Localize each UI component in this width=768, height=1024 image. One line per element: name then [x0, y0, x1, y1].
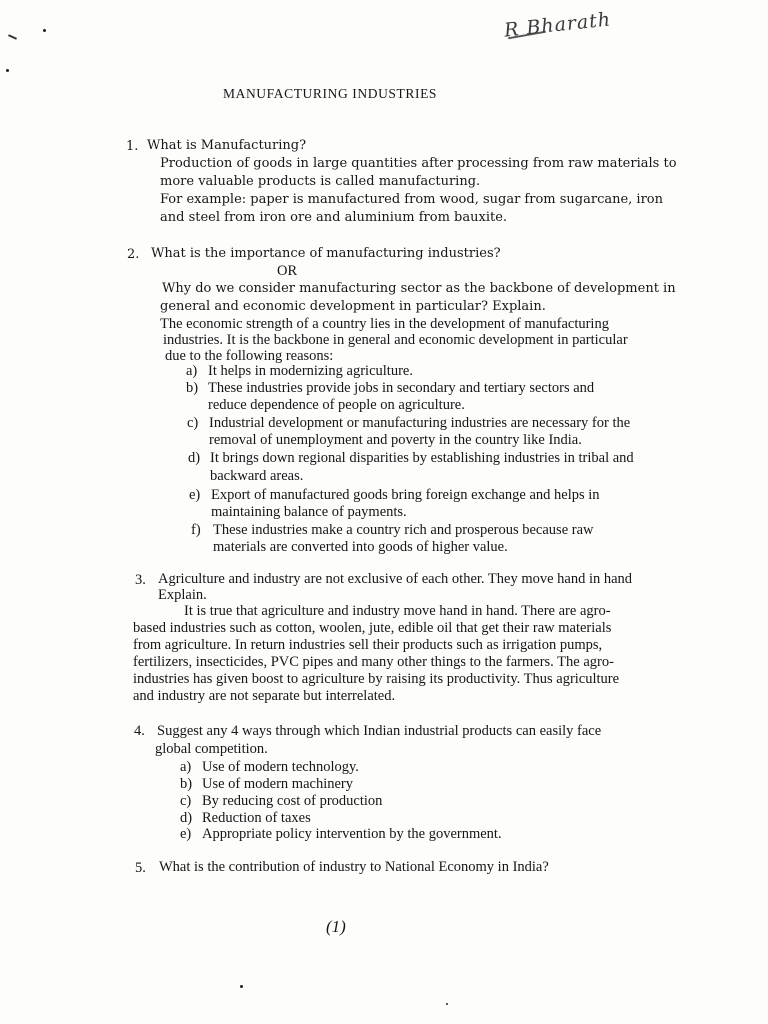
point-text: It helps in modernizing agriculture. — [208, 363, 413, 379]
point-label: d) — [188, 450, 201, 466]
scan-speck — [240, 985, 243, 988]
question-text: What is the contribution of industry to National Economy in India? — [159, 859, 549, 875]
point-label: f) — [191, 522, 201, 538]
answer-line: and industry are not separate but interrelated. — [133, 688, 396, 704]
question-text: What is the importance of manufacturing industries? — [151, 246, 501, 261]
answer-line: industries has given boost to agriculture by raising its productivity. Thus agriculture — [133, 671, 620, 687]
signature: R Bharath — [503, 8, 613, 42]
point-text: Reduction of taxes — [202, 810, 311, 826]
question-text: Suggest any 4 ways through which Indian industrial products can easily face — [157, 723, 602, 739]
question-text: global competition. — [155, 741, 268, 757]
answer-line: industries. It is the backbone in general and economic development in particular — [163, 332, 628, 348]
answer-line: It is true that agriculture and industry move hand in hand. There are agro- — [184, 603, 611, 619]
point-text: Use of modern machinery — [202, 776, 353, 792]
question-text: What is Manufacturing? — [147, 138, 307, 153]
question-number: 2. — [127, 247, 140, 262]
point-text: These industries make a country rich and prosperous because raw — [213, 522, 594, 538]
scan-mark — [8, 34, 17, 40]
answer-line: from agriculture. In return industries sell their products such as irrigation pumps, — [133, 637, 603, 653]
point-label: c) — [180, 793, 192, 809]
point-label: a) — [186, 363, 198, 379]
question-text: Agriculture and industry are not exclusive of each other. They move hand in hand — [158, 571, 633, 587]
answer-line: based industries such as cotton, woolen, jute, edible oil that get their raw materials — [133, 620, 612, 636]
question-alt-line: Why do we consider manufacturing sector as the backbone of development in — [162, 281, 676, 296]
question-text: Explain. — [158, 587, 207, 603]
or-label: OR — [277, 263, 298, 279]
point-text: backward areas. — [210, 468, 304, 484]
answer-line: The economic strength of a country lies in the development of manufacturing — [160, 316, 609, 332]
point-text: Appropriate policy intervention by the government. — [202, 826, 502, 842]
point-text: It brings down regional disparities by establishing industries in tribal and — [210, 450, 634, 466]
point-text: Use of modern technology. — [202, 759, 359, 775]
answer-line: Production of goods in large quantities after processing from raw materials to — [160, 156, 677, 171]
point-text: removal of unemployment and poverty in the country like India. — [209, 432, 582, 448]
answer-line: and steel from iron ore and aluminium from bauxite. — [160, 210, 508, 225]
point-text: By reducing cost of production — [202, 793, 383, 809]
point-text: Export of manufactured goods bring foreign exchange and helps in — [211, 487, 600, 503]
point-text: reduce dependence of people on agriculture. — [208, 397, 465, 413]
page-number: (1) — [326, 917, 346, 936]
point-text: maintaining balance of payments. — [211, 504, 407, 520]
point-label: b) — [180, 776, 193, 792]
question-alt-line: general and economic development in particular? Explain. — [160, 299, 546, 314]
point-label: b) — [186, 380, 199, 396]
question-number: 4. — [134, 723, 145, 739]
point-text: Industrial development or manufacturing industries are necessary for the — [209, 415, 631, 431]
answer-line: due to the following reasons: — [165, 348, 334, 364]
answer-line: For example: paper is manufactured from wood, sugar from sugarcane, iron — [160, 192, 664, 207]
scan-speck — [43, 29, 46, 32]
scan-speck — [6, 69, 9, 72]
page-title: MANUFACTURING INDUSTRIES — [223, 86, 438, 101]
question-number: 3. — [135, 572, 146, 588]
question-number: 5. — [135, 860, 146, 876]
point-text: materials are converted into goods of higher value. — [213, 539, 508, 555]
point-text: These industries provide jobs in secondary and tertiary sectors and — [208, 380, 595, 396]
point-label: e) — [189, 487, 201, 503]
question-number: 1. — [126, 139, 139, 154]
point-label: c) — [187, 415, 199, 431]
scan-speck — [446, 1003, 448, 1005]
answer-line: fertilizers, insecticides, PVC pipes and many other things to the farmers. The agro- — [133, 654, 614, 670]
answer-line: more valuable products is called manufacturing. — [160, 174, 481, 189]
point-label: e) — [180, 826, 192, 842]
point-label: a) — [180, 759, 192, 775]
point-label: d) — [180, 810, 193, 826]
